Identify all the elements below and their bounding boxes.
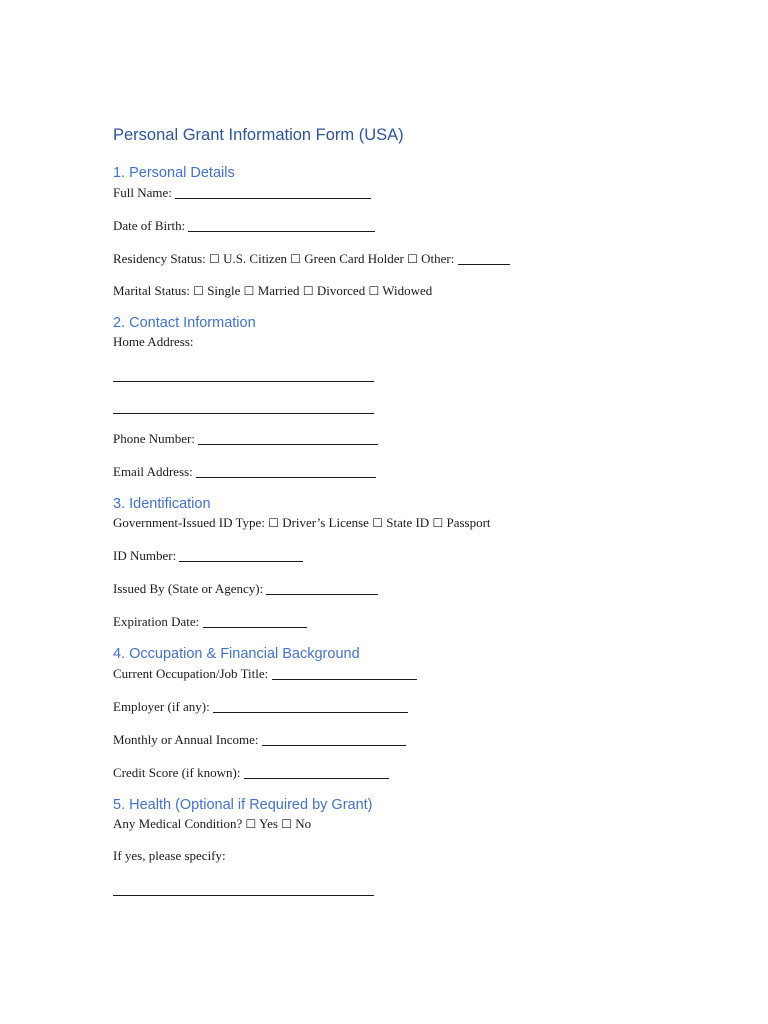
specify-label: If yes, please specify: xyxy=(113,848,226,863)
option-green-card: Green Card Holder xyxy=(304,251,404,266)
checkbox-divorced[interactable]: ☐ xyxy=(302,284,314,298)
id-type-row xyxy=(113,514,673,532)
medical-label: Any Medical Condition? xyxy=(113,816,246,831)
expiration-row xyxy=(113,612,673,631)
option-divorced: Divorced xyxy=(316,283,366,298)
full-name-field[interactable] xyxy=(175,185,371,199)
id-type-label: Government-Issued ID Type: xyxy=(113,515,269,530)
phone-field[interactable] xyxy=(198,431,378,445)
specify-field[interactable] xyxy=(113,879,374,896)
form-content xyxy=(113,124,673,911)
home-address-field-1[interactable] xyxy=(113,365,374,382)
checkbox-no[interactable]: ☐ xyxy=(281,817,292,831)
checkbox-drivers-license[interactable]: ☐ xyxy=(268,516,279,530)
checkbox-married[interactable]: ☐ xyxy=(243,284,255,298)
checkbox-single[interactable]: ☐ xyxy=(193,284,204,298)
checkbox-passport[interactable]: ☐ xyxy=(432,516,444,530)
option-married: Married xyxy=(257,283,300,298)
email-row xyxy=(113,462,673,481)
email-field[interactable] xyxy=(196,464,376,478)
employer-row xyxy=(113,697,673,716)
home-address-field-2[interactable] xyxy=(113,397,374,414)
option-no: No xyxy=(295,816,312,831)
option-passport: Passport xyxy=(446,515,491,530)
id-number-label: ID Number: xyxy=(113,548,180,563)
phone-row xyxy=(113,429,673,448)
section-heading-occupation: 4. Occupation & Financial Background xyxy=(113,646,360,662)
marital-label: Marital Status: xyxy=(113,283,194,298)
option-yes: Yes xyxy=(259,816,278,831)
marital-row xyxy=(113,282,673,300)
section-heading-contact: 2. Contact Information xyxy=(113,315,256,331)
credit-label: Credit Score (if known): xyxy=(113,765,244,780)
checkbox-green-card[interactable]: ☐ xyxy=(290,252,301,266)
form-title: Personal Grant Information Form (USA) xyxy=(113,126,404,144)
checkbox-other[interactable]: ☐ xyxy=(407,252,418,266)
home-address-line-1 xyxy=(113,365,673,383)
id-number-field[interactable] xyxy=(179,548,303,562)
specify-row xyxy=(113,847,673,865)
section-heading-identification: 3. Identification xyxy=(113,496,211,512)
section-heading-personal: 1. Personal Details xyxy=(113,165,235,181)
option-drivers-license: Driver’s License xyxy=(282,515,369,530)
option-widowed: Widowed xyxy=(382,283,433,298)
checkbox-widowed[interactable]: ☐ xyxy=(368,284,380,298)
full-name-row xyxy=(113,183,673,202)
home-address-line-2 xyxy=(113,397,673,415)
residency-label: Residency Status: xyxy=(113,251,210,266)
income-label: Monthly or Annual Income: xyxy=(113,732,262,747)
checkbox-state-id[interactable]: ☐ xyxy=(372,516,383,530)
residency-row xyxy=(113,249,673,268)
occupation-row xyxy=(113,664,673,683)
phone-label: Phone Number: xyxy=(113,431,199,446)
residency-other-field[interactable] xyxy=(458,251,510,265)
dob-row xyxy=(113,216,673,235)
checkbox-yes[interactable]: ☐ xyxy=(245,817,257,831)
expiration-field[interactable] xyxy=(203,614,307,628)
home-address-label: Home Address: xyxy=(113,334,194,349)
dob-field[interactable] xyxy=(188,218,375,232)
option-state-id: State ID xyxy=(386,515,430,530)
option-us-citizen: U.S. Citizen xyxy=(223,251,287,266)
home-address-row xyxy=(113,333,673,351)
occupation-label: Current Occupation/Job Title: xyxy=(113,666,272,681)
dob-label: Date of Birth: xyxy=(113,218,189,233)
income-field[interactable] xyxy=(262,732,406,746)
expiration-label: Expiration Date: xyxy=(113,614,203,629)
email-label: Email Address: xyxy=(113,464,197,479)
employer-label: Employer (if any): xyxy=(113,699,213,714)
id-number-row xyxy=(113,546,673,565)
credit-field[interactable] xyxy=(244,765,389,779)
option-single: Single xyxy=(207,283,241,298)
issued-by-label: Issued By (State or Agency): xyxy=(113,581,267,596)
credit-row xyxy=(113,763,673,782)
income-row xyxy=(113,730,673,749)
employer-field[interactable] xyxy=(213,699,408,713)
checkbox-us-citizen[interactable]: ☐ xyxy=(209,252,220,266)
option-other: Other: xyxy=(421,251,455,266)
occupation-field[interactable] xyxy=(272,666,417,680)
specify-line xyxy=(113,879,673,897)
section-heading-health: 5. Health (Optional if Required by Grant) xyxy=(113,797,373,813)
medical-row xyxy=(113,815,673,833)
issued-by-row xyxy=(113,579,673,598)
issued-by-field[interactable] xyxy=(266,581,378,595)
full-name-label: Full Name: xyxy=(113,185,176,200)
